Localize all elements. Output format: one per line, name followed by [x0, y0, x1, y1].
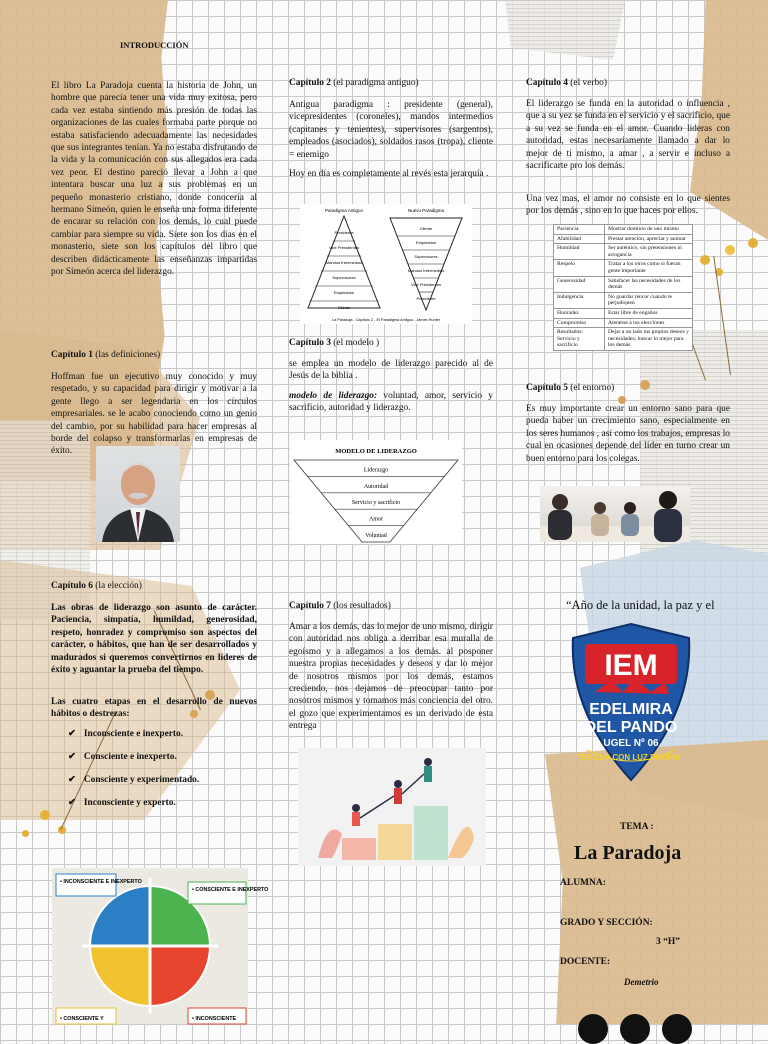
badge-initials: IEM — [604, 649, 658, 682]
cap6-stages-intro: Las cuatro etapas en el desarrollo de nuevos hábitos o destrezas: — [51, 697, 257, 720]
table-row — [554, 260, 693, 276]
quality-name-cell: Compromiso — [554, 318, 605, 328]
quality-name-cell: Generosidad — [554, 276, 605, 292]
model-level: Amor — [369, 516, 383, 523]
cover-title: La Paradoja — [574, 842, 682, 864]
teamwork-stairs-illustration — [298, 748, 486, 866]
left-pyramid-level: Vice Presidentes — [329, 245, 359, 250]
quality-name-cell: Indulgencia — [554, 292, 605, 308]
docente-value: Demetrio — [624, 977, 659, 987]
checkmark-icon: ✔ — [68, 798, 76, 808]
paradigm-pyramids-graphic — [300, 204, 472, 324]
intro-body: El libro La Paradoja cuenta la historia de John, un hombre que parecía tener una vida muy exitosa, pero cada vez estaba sintiendo más presión de todas las organizaciones de las cuales formaba parte porque no estaba satisfaciendo adecuadamente las necesidades que sus integrantes tenían. Ya no estaba disfrutando de la vida y la comunicación con sus allegados era cada vez peor. El destino pareció llevar a John a que intentara buscar una luz a sus problemas en un pequeño monasterio cristiano, donde conocería al hermano Simeón, quien le enseña una forma diferente de encarar su relación con los demás, lo cual puede cambiar para siempre su vida. Siete son los días en el monasterio, siete son los capítulos del libro que describen didácticamente las enseñanzas impartidas por Simeón acerca del liderazgo. — [51, 81, 257, 278]
stage-item-2: ✔ Consciente e inexperto. — [68, 752, 177, 762]
hunter-portrait-photo — [96, 446, 180, 542]
quality-name-cell: Paciencia — [554, 225, 605, 235]
quad-label-br: • INCONSCIENTE — [192, 1016, 237, 1022]
table-row — [554, 318, 693, 328]
cap2-body-1: Antigua paradigma : presidente (general), vicepresidentes (coroneles), mandos intermedios (capitanes y tenientes), supervisores (sargentos), empleados (asociados), soldados rasos (tropa), cliente = enemigo — [289, 100, 493, 160]
cap5-heading: Capítulo 5 (el entorno) — [526, 383, 615, 393]
grado-label: GRADO Y SECCIÓN: — [560, 918, 653, 928]
intro-title: INTRODUCCIÓN — [120, 40, 189, 50]
cap1-body: Hoffman fue un ejecutivo muy conocido y muy respetado, y su capacidad para dirigir y motivar a la gente llego a ser legendaria en los círculos empresariales. se le acabo conociendo como un genio del cambio, por su habilidad para hacer empresas al borde del colapso y transformarlas en empresas de éxito. — [51, 372, 257, 457]
cap3-body-2: modelo de liderazgo: voluntad, amor, servicio y sacrificio, autoridad y liderazgo. — [289, 391, 493, 414]
cap6-heading: Capítulo 6 (la elección) — [51, 581, 142, 591]
quality-name-cell: Resultados: Servicio y sacrificio — [554, 328, 605, 351]
year-motto: “Año de la unidad, la paz y el — [566, 598, 715, 612]
cap3-heading: Capítulo 3 (el modelo ) — [289, 338, 380, 348]
right-pyramid-level: Presidente — [416, 296, 436, 301]
quality-desc-cell: Atenerse a tus elecciones — [605, 318, 693, 328]
model-level: Servicio y sacrificio — [351, 500, 401, 507]
quality-name-cell: Honradez — [554, 308, 605, 318]
cap2-body-2: Hoy en día es completamente al revés esta jerarquía . — [289, 169, 489, 179]
checkmark-icon: ✔ — [68, 752, 76, 762]
quality-desc-cell: Tratar a los otros como si fueran gente importante — [605, 260, 693, 276]
badge-ugel: UGEL Nº 06 — [603, 738, 659, 749]
quad-label-tr: • CONSCIENTE E INEXPERTO — [192, 887, 269, 893]
left-pyramid-title: Paradigma Antiguo — [324, 208, 364, 213]
table-row — [554, 244, 693, 260]
quality-desc-cell: Prestar atención, apreciar y animar — [605, 234, 693, 244]
right-pyramid-level: Cliente — [419, 226, 433, 231]
right-pyramid-level: Vice Presidentes — [411, 282, 441, 287]
model-level: Voluntad — [365, 533, 387, 539]
quad-label-bl: • CONSCIENTE Y — [60, 1016, 104, 1022]
team-meeting-photo — [540, 486, 690, 542]
love-qualities-table — [553, 224, 693, 351]
quality-desc-cell: Estar libre de engaños — [605, 308, 693, 318]
cap3-body-1: se emplea un modelo de liderazgo parecido al de Jesús de la biblia . — [289, 359, 493, 382]
table-row — [554, 234, 693, 244]
right-pyramid-level: Supervisores — [414, 254, 438, 259]
quality-desc-cell: Dejar a un lado tus propios deseos y necesidades; buscar lo mejor para los demás — [605, 328, 693, 351]
left-pyramid-level: Mandos Intermedios — [325, 260, 363, 265]
decorative-circles — [578, 1014, 698, 1024]
tema-label: TEMA : — [620, 822, 654, 832]
grado-value: 3 “H” — [656, 937, 681, 947]
cap4-heading: Capítulo 4 (el verbo) — [526, 78, 607, 88]
model-level: Liderazgo — [363, 467, 389, 474]
paradigm-caption: La Paradoja - Capítulo 2 - El Paradigma Antiguo - James Hunter — [331, 318, 441, 322]
model-level: Autoridad — [363, 483, 389, 490]
cap4-body-2: Una vez mas, el amor no consiste en lo que sientes por los demás , sino en lo que haces por ellos. — [526, 194, 730, 217]
cap7-heading: Capítulo 7 (los resultados) — [289, 601, 391, 611]
man-portrait-icon — [96, 446, 180, 542]
qualities-table-container — [553, 224, 693, 351]
cap5-body: Es muy importante crear un entorno sano para que pueda haber un crecimiento sano, especialmente en los seres humanos , así como los trabajos, empresas lo cual en ocasiones depende del líder en turno crear un buen entorno para los colegas. — [526, 404, 730, 464]
quad-label-tl: • INCONSCIENTE E INEXPERTO — [60, 879, 142, 885]
cap4-body-1: El liderazgo se funda en la autoridad o influencia , que a su vez se funda en el servicio y el sacrificio, que a su vez se funda en el amor. Cuando lideras con autoridad, estas necesariamente llamado a dar lo mejor de ti mismo, a amar , a servir e incluso a sacrificarte pro los demás. — [526, 99, 730, 172]
table-row — [554, 292, 693, 308]
cap6-body: Las obras de liderazgo son asunto de carácter. Paciencia, simpatía, humildad, generosidad, respeto, honradez y compromiso son aspectos del carácter, o hábitos, que han de ser desarrollados y madurados si queremos convertirnos en líderes de éxito y aguantar la prueba del tiempo. — [51, 603, 257, 676]
school-shield-logo — [565, 622, 697, 782]
left-pyramid-level: Supervisores — [332, 275, 356, 280]
quality-desc-cell: Mostrar dominio de uno mismo — [605, 225, 693, 235]
cap1-heading: Capítulo 1 (las definiciones) — [51, 350, 161, 360]
right-pyramid-title: Nuevo Paradigma — [407, 208, 445, 213]
badge-name-line2: DEL PANDO — [584, 719, 678, 736]
table-row — [554, 225, 693, 235]
cap6-stages-list — [68, 728, 199, 809]
cap7-body: Amar a los demás, das lo mejor de uno mismo, dirigir con autoridad nos obliga a derribar esa muralla de egoísmo y a allegamos a los demás. al posponer nuestra propias necesidades y deseos y dar lo mejor de nosotros mismos por los demás, estamos creciendo, nos dejamos de preocupar tanto por nosotros mismos y tomamos más conciencia del otro. el gozo que experimentamos es un derivado de esta entrega — [289, 622, 493, 732]
leadership-funnel-graphic — [290, 440, 462, 544]
model-title: MODELO DE LIDERAZGO — [335, 448, 417, 455]
quality-desc-cell: No guardar rencor cuando te perjudiquen — [605, 292, 693, 308]
school-badge — [565, 622, 697, 782]
left-pyramid-level: Empleados — [333, 290, 355, 295]
newspaper-scrap-top-right — [505, 0, 625, 60]
docente-label: DOCENTE: — [560, 957, 611, 967]
quality-name-cell: Afabilidad — [554, 234, 605, 244]
stage-item-3: ✔ Consciente y experimentado. — [68, 775, 200, 785]
checkmark-icon: ✔ — [68, 775, 76, 785]
paradigm-diagram — [300, 204, 472, 324]
left-pyramid-level: Presidente — [334, 230, 354, 235]
cap2-heading: Capítulo 2 (el paradigma antiguo) — [289, 78, 419, 88]
right-pyramid-level: Mandos Intermedios — [407, 268, 445, 273]
team-meeting-icon — [540, 486, 690, 542]
table-row — [554, 308, 693, 318]
quality-desc-cell: Satisfacer las necesidades de los demás — [605, 276, 693, 292]
alumna-label: ALUMNA: — [560, 878, 606, 888]
left-pyramid-level: Cliente — [337, 305, 351, 310]
badge-slogan: "BRILLA CON LUZ PROPIA" — [577, 753, 685, 762]
quality-name-cell: Humildad — [554, 244, 605, 260]
table-row — [554, 276, 693, 292]
competence-quadrant-diagram — [52, 868, 269, 1024]
right-pyramid-level: Empleados — [415, 240, 437, 245]
competence-circle-graphic — [52, 868, 269, 1024]
table-row — [554, 328, 693, 351]
quality-desc-cell: Ser auténtico, sin pretensiones ni arrogancia — [605, 244, 693, 260]
badge-name-line1: EDELMIRA — [589, 701, 673, 718]
stage-item-4: ✔ Inconsciente y experto. — [68, 798, 176, 808]
stage-item-1: ✔ Inconsciente e inexperto. — [68, 729, 184, 739]
climbing-steps-icon — [298, 748, 486, 866]
quality-name-cell: Respeto — [554, 260, 605, 276]
checkmark-icon: ✔ — [68, 729, 76, 739]
leadership-model-diagram — [290, 440, 462, 544]
